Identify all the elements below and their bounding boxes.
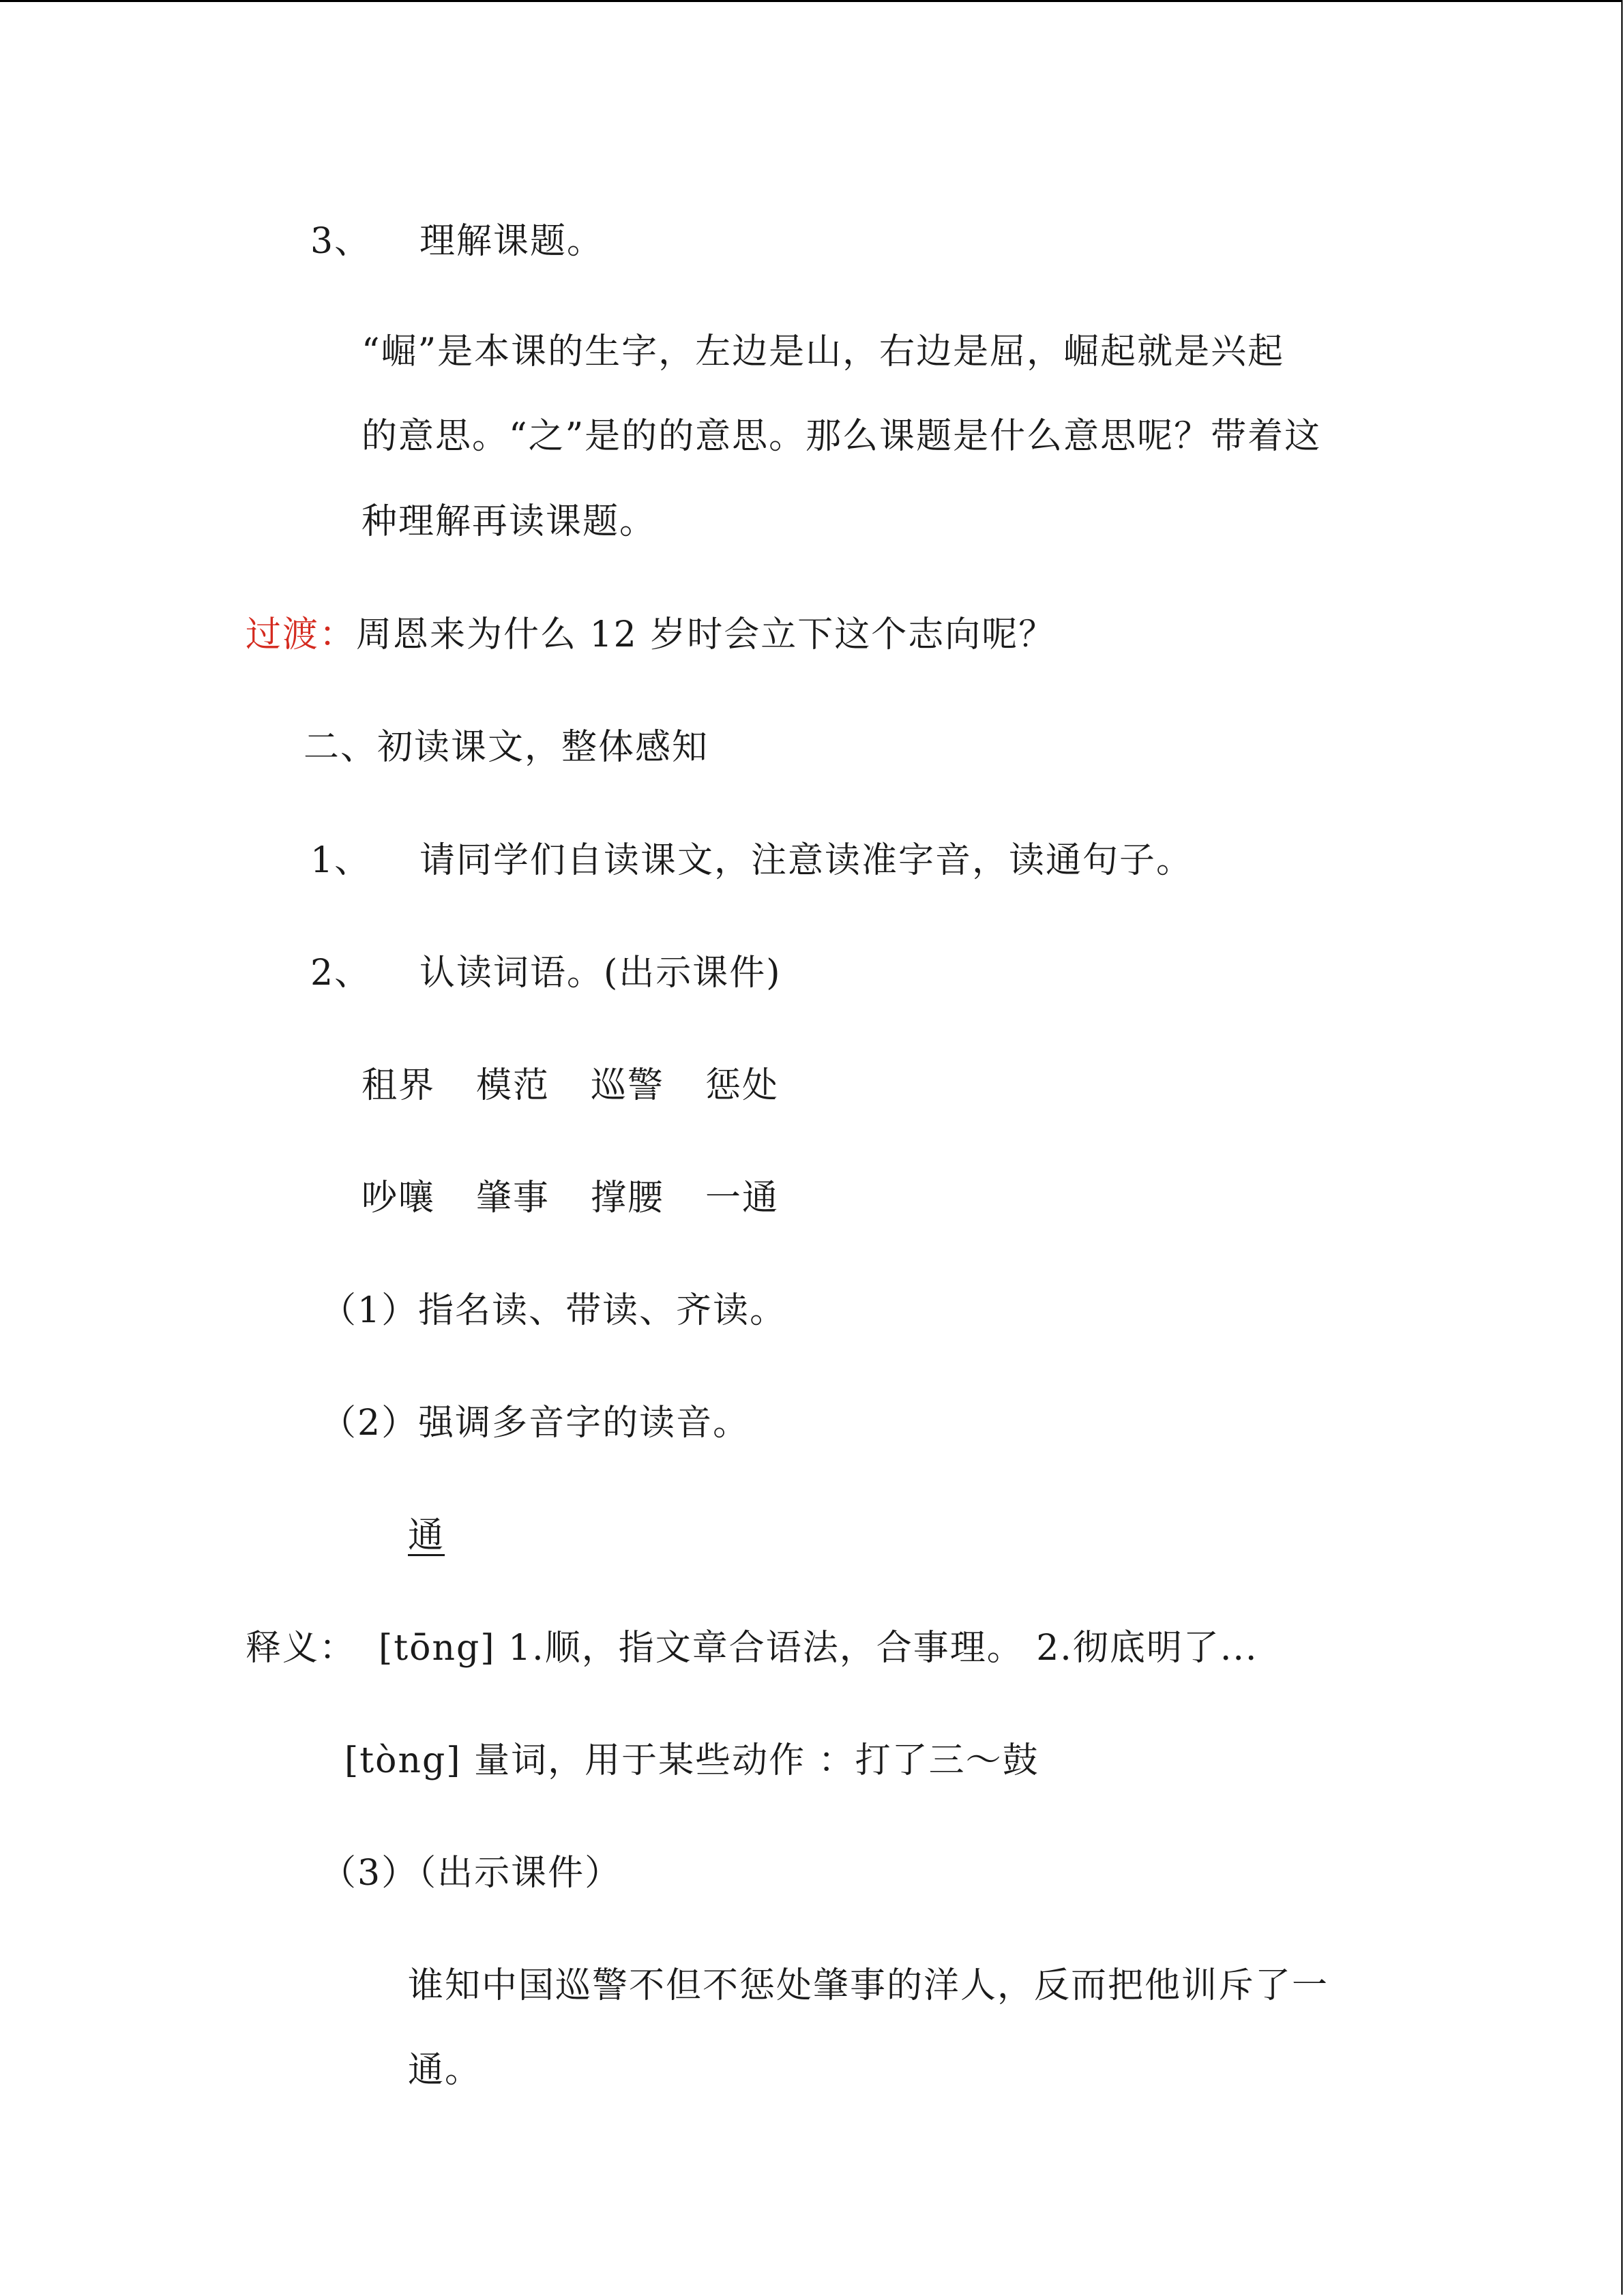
explanation-line-3: 种理解再读课题。 — [361, 501, 657, 542]
definition-label: 释义： — [246, 1628, 357, 1669]
word-row-1-2: 巡警 — [591, 1065, 665, 1106]
word-row-2-1: 肇事 — [476, 1178, 550, 1219]
section3-title: 理解课题。 — [419, 221, 604, 262]
item2-number: 2、 — [310, 953, 372, 994]
step-3-line-1: 谁知中国巡警不但不惩处肇事的洋人，反而把他训斥了一 — [408, 1965, 1329, 2006]
word-row-1-1: 模范 — [476, 1065, 550, 1106]
item1-number: 1、 — [310, 840, 372, 881]
transition — [246, 613, 1055, 657]
transition-text: 周恩来为什么 12 岁时会立下这个志向呢？ — [356, 614, 1056, 655]
item1-text: 请同学们自读课文，注意读准字音，读通句子。 — [419, 840, 1194, 881]
explanation-line-2: 的意思。“之”是的的意思。那么课题是什么意思呢？带着这 — [361, 416, 1322, 457]
word-row-1-0: 租界 — [361, 1065, 436, 1106]
transition-label: 过渡： — [246, 614, 357, 655]
step-2: （2）强调多音字的读音。 — [321, 1403, 750, 1444]
explanation-line-1: “崛”是本课的生字，左边是山，右边是屈，崛起就是兴起 — [361, 331, 1285, 372]
word-row-1-3: 惩处 — [705, 1065, 780, 1106]
definition-reading-2: [tòng] 量词，用于某些动作 ：打了三～鼓 — [344, 1740, 1039, 1781]
polyphone-char: 通 — [408, 1515, 445, 1556]
step-1: （1）指名读、带读、齐读。 — [321, 1290, 787, 1331]
item2-text: 认读词语。(出示课件) — [419, 953, 782, 994]
part2-heading: 二、初读课文，整体感知 — [304, 727, 709, 768]
word-row-2-2: 撑腰 — [591, 1178, 665, 1219]
word-row-2-0: 吵嚷 — [361, 1178, 436, 1219]
section3-number: 3、 — [310, 221, 372, 262]
step-3-line-2: 通。 — [408, 2050, 482, 2091]
step-3-label: （3）（出示课件） — [321, 1853, 622, 1894]
definition-reading-1: [tōng] 1.顺，指文章合语法，合事理。 2.彻底明了... — [379, 1628, 1258, 1669]
word-row-2-3: 一通 — [705, 1178, 780, 1219]
